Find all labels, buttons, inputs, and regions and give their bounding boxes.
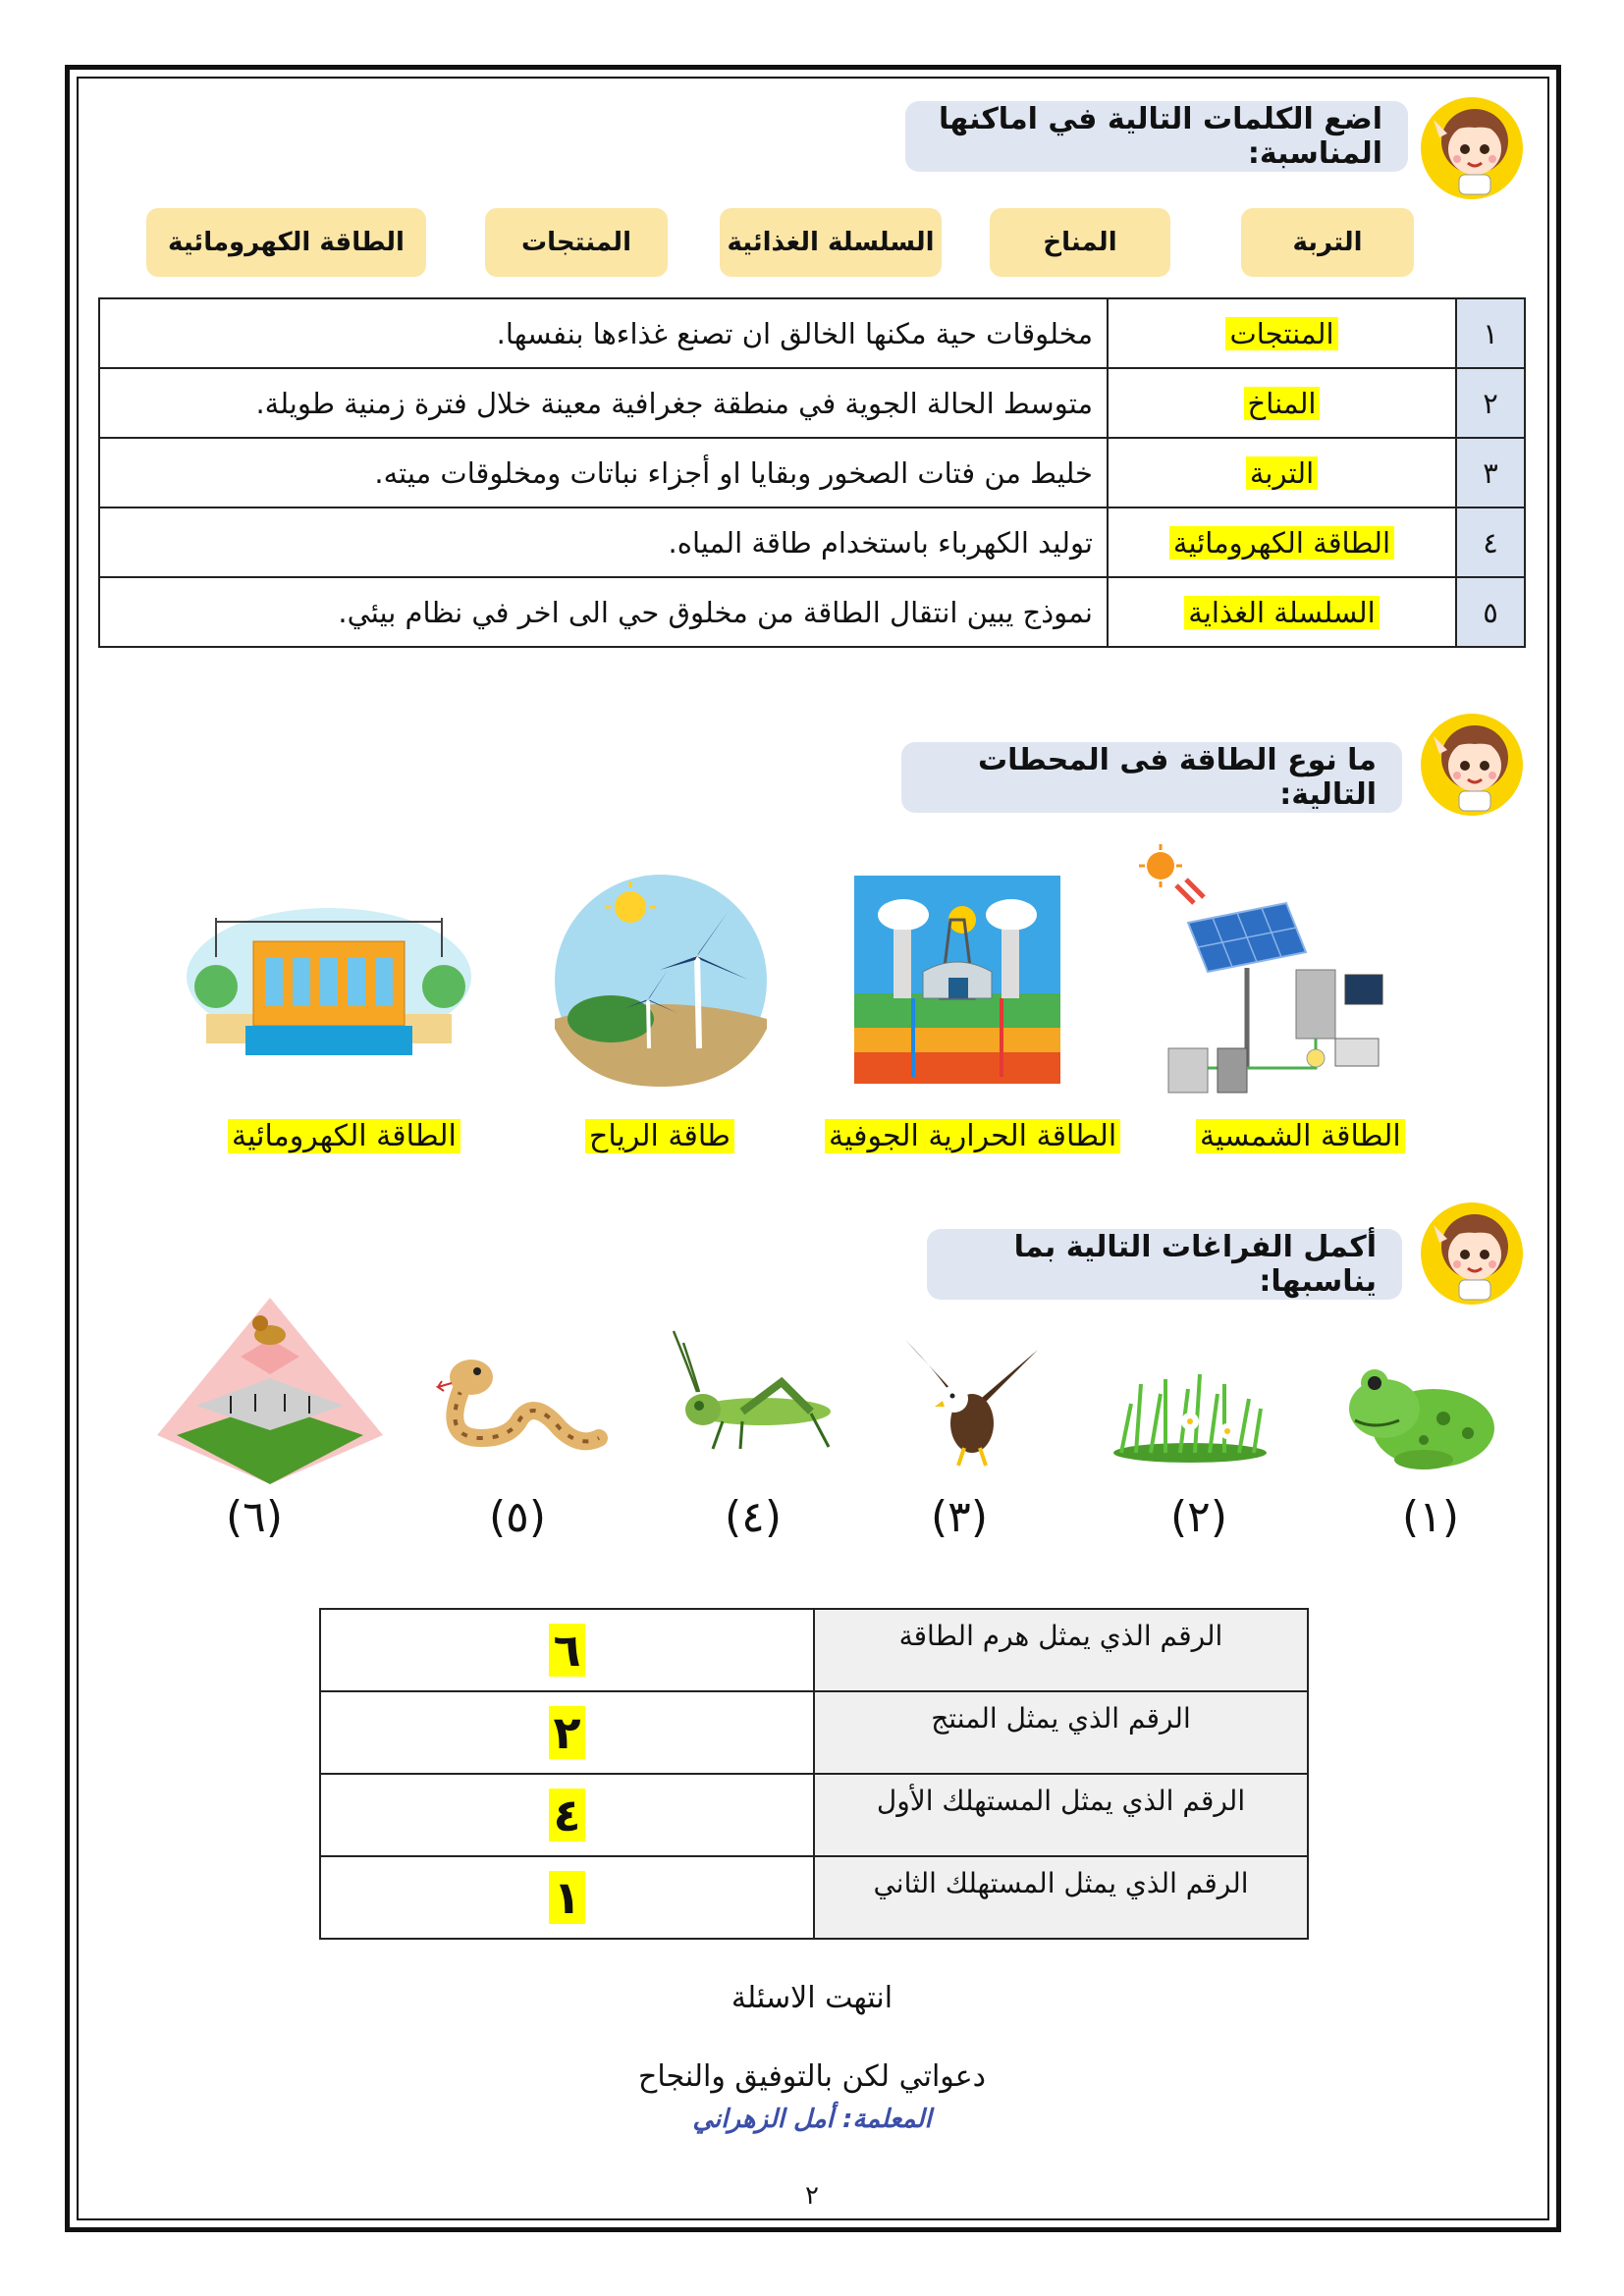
teacher-name: أمل الزهراني — [692, 2105, 834, 2134]
table-row — [99, 507, 1525, 577]
answer-highlight: ٤ — [549, 1789, 584, 1842]
word-bank-chip: السلسلة الغذائية — [720, 208, 942, 277]
answer-highlight: ٦ — [549, 1624, 584, 1677]
wind-station-icon — [552, 872, 770, 1090]
answer-highlight: السلسلة الغذاية — [1184, 596, 1379, 629]
picture-number: (٣) — [931, 1492, 988, 1542]
table-row — [320, 1609, 1308, 1691]
picture-number: (٢) — [1170, 1492, 1227, 1542]
answer-highlight: الطاقة الكهرومائية — [1169, 526, 1394, 560]
answer-highlight: ١ — [549, 1871, 584, 1924]
answer-cell — [1108, 368, 1456, 438]
energy-label: طاقة الرياح — [585, 1119, 734, 1153]
frog-icon — [1345, 1350, 1502, 1477]
picture-number: (١) — [1402, 1492, 1459, 1542]
question-cell: الرقم الذي يمثل المستهلك الأول — [814, 1774, 1308, 1856]
row-number: ١ — [1456, 298, 1525, 368]
question-cell: الرقم الذي يمثل المستهلك الثاني — [814, 1856, 1308, 1939]
page-number: ٢ — [805, 2181, 819, 2211]
answer-cell — [1108, 507, 1456, 577]
section1-title-banner — [905, 101, 1408, 172]
energy-pyramid-icon — [147, 1288, 393, 1494]
answer-highlight: المنتجات — [1225, 317, 1337, 350]
row-number: ٤ — [1456, 507, 1525, 577]
definition-cell: توليد الكهرباء باستخدام طاقة المياه. — [99, 507, 1108, 577]
word-bank-chip: الطاقة الكهرومائية — [146, 208, 426, 277]
answer-cell — [1108, 298, 1456, 368]
girl-mascot-icon — [1414, 1196, 1530, 1311]
hydro-station-icon — [187, 898, 471, 1065]
picture-number: (٥) — [489, 1492, 546, 1542]
definition-cell: خليط من فتات الصخور وبقايا او أجزاء نباتات ومخلوقات ميته. — [99, 438, 1108, 507]
word-bank-chip: التربة — [1241, 208, 1414, 277]
answer-cell — [320, 1609, 814, 1691]
table-row — [320, 1774, 1308, 1856]
table-row — [99, 438, 1525, 507]
wishes-text: دعواتي لكن بالتوفيق والنجاح — [637, 2059, 987, 2094]
section3-title-banner — [927, 1229, 1402, 1300]
table-row — [320, 1856, 1308, 1939]
girl-mascot-icon — [1414, 90, 1530, 206]
question-cell: الرقم الذي يمثل هرم الطاقة — [814, 1609, 1308, 1691]
row-number: ٥ — [1456, 577, 1525, 647]
answer-cell — [1108, 438, 1456, 507]
geothermal-station-icon — [854, 876, 1060, 1084]
answer-cell — [320, 1691, 814, 1774]
table-row — [320, 1691, 1308, 1774]
answer-cell — [320, 1774, 814, 1856]
definitions-table — [98, 297, 1526, 648]
end-text: انتهت الاسئلة — [731, 1981, 893, 2015]
word-bank-chip: المنتجات — [485, 208, 668, 277]
snake-icon — [432, 1350, 609, 1468]
grass-icon — [1111, 1364, 1269, 1463]
grasshopper-icon — [664, 1323, 840, 1461]
food-chain-table — [319, 1608, 1309, 1940]
table-row — [99, 577, 1525, 647]
section3-title: أكمل الفراغات التالية بما يناسبها: — [1013, 1230, 1377, 1299]
section2-title: ما نوع الطاقة فى المحطات التالية: — [978, 743, 1377, 812]
teacher-signature — [0, 2105, 1624, 2134]
answer-highlight: المناخ — [1244, 387, 1321, 420]
picture-number: (٦) — [226, 1492, 283, 1542]
section1-title: اضع الكلمات التالية في اماكنها المناسبة: — [939, 102, 1382, 171]
energy-label: الطاقة الحرارية الجوفية — [825, 1119, 1120, 1153]
row-number: ٢ — [1456, 368, 1525, 438]
picture-number: (٤) — [725, 1492, 782, 1542]
section2-title-banner — [901, 742, 1402, 813]
answer-highlight: التربة — [1246, 456, 1318, 490]
question-cell: الرقم الذي يمثل المنتج — [814, 1691, 1308, 1774]
energy-label: الطاقة الشمسية — [1196, 1119, 1405, 1153]
girl-mascot-icon — [1414, 707, 1530, 823]
eagle-icon — [895, 1330, 1043, 1477]
table-row — [99, 298, 1525, 368]
row-number: ٣ — [1456, 438, 1525, 507]
table-row — [99, 368, 1525, 438]
definition-cell: نموذج يبين انتقال الطاقة من مخلوق حي الى اخر في نظام بيئي. — [99, 577, 1108, 647]
word-bank-chip: المناخ — [990, 208, 1170, 277]
answer-highlight: ٢ — [549, 1706, 584, 1759]
answer-cell — [1108, 577, 1456, 647]
energy-label: الطاقة الكهرومائية — [228, 1119, 460, 1153]
solar-station-icon — [1129, 842, 1384, 1097]
answer-cell — [320, 1856, 814, 1939]
definition-cell: متوسط الحالة الجوية في منطقة جغرافية معينة خلال فترة زمنية طويلة. — [99, 368, 1108, 438]
definition-cell: مخلوقات حية مكنها الخالق ان تصنع غذاءها بنفسها. — [99, 298, 1108, 368]
teacher-label: المعلمة: — [841, 2105, 932, 2134]
